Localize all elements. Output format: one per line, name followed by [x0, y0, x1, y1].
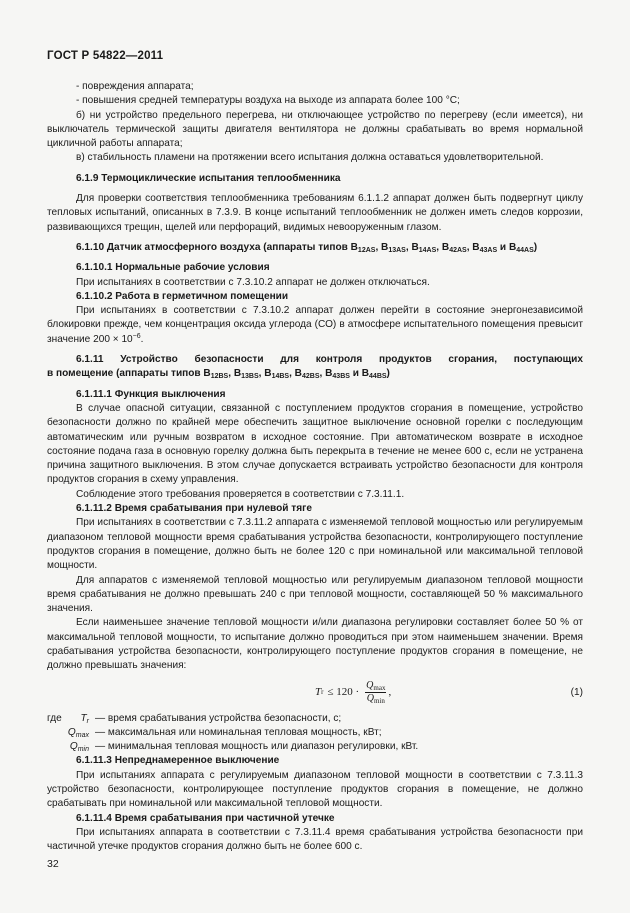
- formula-lhs: T: [315, 685, 322, 698]
- subsection-text-6-1-11-1: В случае опасной ситуации, связанной с поступлением продуктов сгорания в помещение, устройство безопасности должно по крайней мере обеспечить защитное выключение основной горелки с последующим автоматическим или ручным возвратом в исходное состояние. При автоматическом возврате в исходное состояние подача газа в основную горелку должна быть перекрыта в течение не менее 600 с, если не устранена причина защитного выключения. В этом случае допускается встраивать устройство безопасности для контроля продуктов сгорания в схему управления.: [47, 402, 583, 486]
- subsection-text-6-1-11-2-a: При испытаниях в соответствии с 7.3.11.2 аппарата с изменяемой тепловой мощностью или регулируемым диапазоном тепловой мощности время срабатывания устройства безопасности, контролирующего поступление продуктов сгорания в помещение, должно быть не более 120 с при номинальной или максимальной тепловой мощности.: [47, 517, 583, 572]
- section-heading-6-1-11: 6.1.11 Устройство безопасности для контроля продуктов сгорания, поступающих: [76, 354, 583, 366]
- page-body: [47, 80, 583, 855]
- formula-1: T r ≤ 120 · $\frac{Q_{max}}{Q_{min}}$ , (1): [315, 679, 583, 705]
- subsection-text-6-1-11-2-c: Если наименьшее значение тепловой мощности и/или диапазона регулировки составляет более 50 % от максимальной тепловой мощности, то испытание должно проводиться при этом наименьшем значении. Время срабатывания устройства безопасности, контролирующего поступление продуктов сгорания в помещение, не должно превышать значения:: [47, 617, 583, 672]
- subsection-heading-6-1-11-4: 6.1.11.4 Время срабатывания при частичной утечке: [76, 812, 335, 824]
- subsection-text-6-1-11-2-b: Для аппаратов с изменяемой тепловой мощностью или регулируемым диапазоном тепловой мощности время срабатывания не должно превышать 240 с при тепловой мощности, составляющей 50 % максимального значения.: [47, 574, 583, 615]
- subsection-check-6-1-11-1: Соблюдение этого требования проверяется в соответствии с 7.3.11.1.: [76, 488, 405, 500]
- formula-legend: [47, 712, 583, 755]
- section-text-6-1-9: Для проверки соответствия теплообменника требованиям 6.1.1.2 аппарат должен быть подвергнут циклу тепловых испытаний, описанных в 7.3.9. В конце испытаний теплообменник не должен иметь следов коррозии, развивающихся трещин, щелей или перфораций, видимых невооруженным глазом.: [47, 193, 583, 233]
- where-description: — минимальная тепловая мощность или диапазон регулировки, кВт.: [95, 741, 419, 753]
- formula-fraction: $\frac{Q_{max}}{Q_{min}}$: [366, 679, 386, 705]
- where-description: — время срабатывания устройства безопасности, с;: [95, 712, 342, 724]
- page-number: 32: [47, 858, 59, 870]
- subsection-heading-6-1-11-3: 6.1.11.3 Непреднамеренное выключение: [76, 755, 280, 767]
- formula-relation: ≤ 120 ·: [327, 685, 360, 698]
- section-heading-6-1-9: 6.1.9 Термоциклические испытания теплообменника: [76, 172, 341, 184]
- where-symbol: $Q_{max}$: [67, 726, 89, 739]
- subsection-heading-6-1-10-1: 6.1.10.1 Нормальные рабочие условия: [76, 262, 270, 274]
- where-symbol: $Q_{min}$: [69, 741, 89, 754]
- list-item: - повышения средней температуры воздуха на выходе из аппарата более 100 °С;: [76, 95, 460, 107]
- where-description: — максимальная или номинальная тепловая мощность, кВт;: [95, 726, 382, 738]
- subsection-text-6-1-11-3: При испытаниях аппарата с регулируемым диапазоном тепловой мощности в соответствии с 7.3.11.3 устройство безопасности, контролирующее поступление продуктов сгорания в помещение, не должно срабатывать при номинальной или максимальной тепловой мощности.: [47, 769, 583, 810]
- list-item: б) ни устройство предельного перегрева, ни отключающее устройство по перегреву (если имеется), ни выключатель термической защиты двигателя вентилятора не должны срабатывать во время нормальной цикличной работы аппарата;: [47, 109, 583, 150]
- section-heading-6-1-10: 6.1.10 Датчик атмосферного воздуха (аппараты типов $B_{12AS}$, $B_{13AS}$, $B_{14AS}$, $B_{42AS}$, $B_{43AS}$ и $B_{44AS}$): [76, 241, 538, 254]
- section-heading-6-1-11-cont: в помещение (аппараты типов $B_{12BS}$, $B_{13BS}$, $B_{14BS}$, $B_{42BS}$, $B_{43BS}$ и $B_{44BS}$): [47, 368, 390, 381]
- subsection-text-6-1-10-1: При испытаниях в соответствии с 7.3.10.2 аппарат не должен отключаться.: [76, 276, 430, 288]
- list-item: - повреждения аппарата;: [76, 81, 194, 92]
- where-label: где: [47, 712, 62, 724]
- subsection-text-6-1-10-2: При испытаниях в соответствии с 7.3.10.2 аппарат должен перейти в состояние энергонезависимой блокировки прежде, чем концентрация оксида углерода (СО) в атмосфере испытательного помещения превысит значение $200 \times 10^{-6}$.: [47, 305, 583, 345]
- subsection-heading-6-1-10-2: 6.1.10.2 Работа в герметичном помещении: [76, 290, 289, 302]
- subsection-heading-6-1-11-1: 6.1.11.1 Функция выключения: [76, 388, 226, 400]
- document-header: ГОСТ Р 54822—2011: [47, 50, 164, 62]
- subsection-heading-6-1-11-2: 6.1.11.2 Время срабатывания при нулевой тяге: [76, 503, 312, 515]
- where-symbol: $T_r$: [80, 712, 89, 725]
- subsection-text-6-1-11-4: При испытаниях аппарата в соответствии с 7.3.11.4 время срабатывания устройства безопасности при частичной утечке продуктов сгорания должно быть не более 600 с.: [47, 826, 583, 853]
- list-item: в) стабильность пламени на протяжении всего испытания должна оставаться удовлетворительной.: [76, 152, 544, 164]
- formula-number: (1): [570, 686, 583, 698]
